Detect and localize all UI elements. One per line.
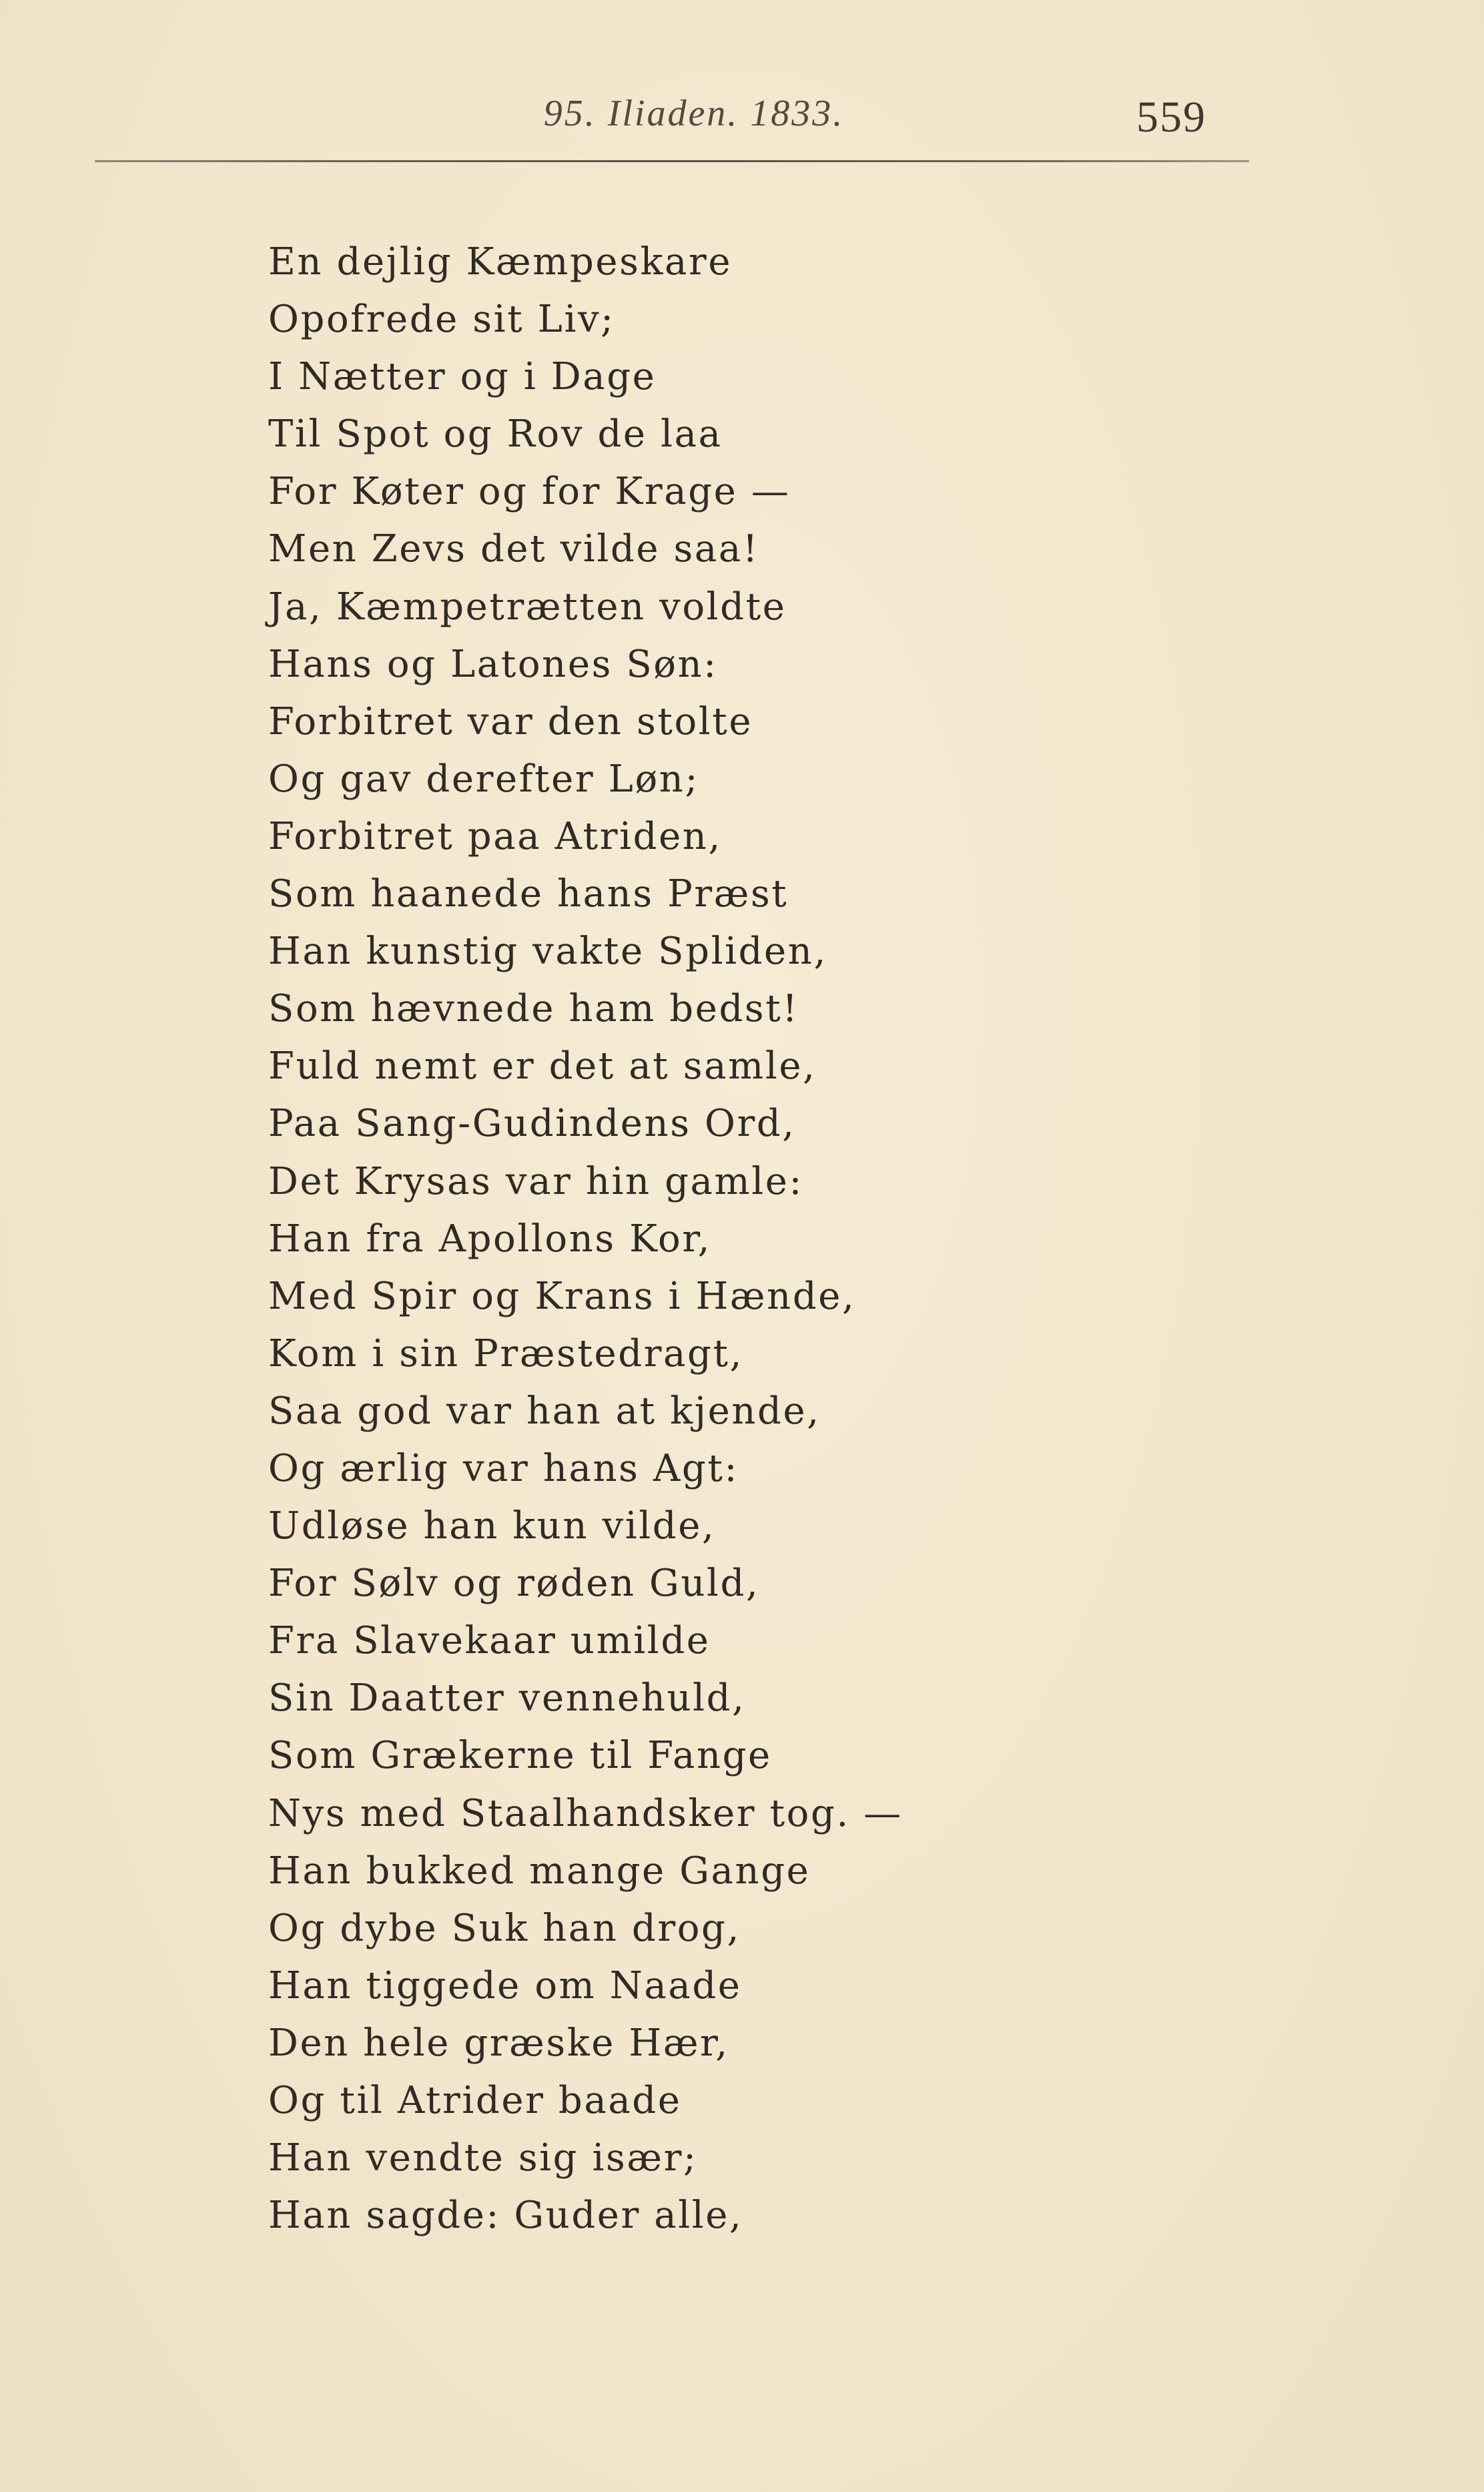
verse-line: Han sagde: Guder alle, xyxy=(268,2194,743,2238)
verse-line: Og gav derefter Løn; xyxy=(268,757,699,801)
verse-line: Som Grækerne til Fange xyxy=(268,1734,772,1778)
verse-line: Udløse han kun vilde, xyxy=(268,1504,716,1548)
verse-line: Fra Slavekaar umilde xyxy=(268,1619,711,1663)
verse-line: Han vendte sig især; xyxy=(268,2136,698,2180)
verse-line: Med Spir og Krans i Hænde, xyxy=(268,1274,856,1318)
verse-line: Hans og Latones Søn: xyxy=(268,642,718,686)
header-rule xyxy=(95,160,1249,162)
verse-line: Han kunstig vakte Spliden, xyxy=(268,930,827,974)
verse-line: Ja, Kæmpetrætten voldte xyxy=(268,585,787,629)
verse-line: I Nætter og i Dage xyxy=(268,355,657,399)
running-head: 95. Iliaden. 1833. xyxy=(543,93,845,134)
verse-line: Forbitret paa Atriden, xyxy=(268,814,722,858)
verse-line: Og ærlig var hans Agt: xyxy=(268,1446,739,1490)
verse-line: Saa god var han at kjende, xyxy=(268,1389,821,1433)
verse-line: Han tiggede om Naade xyxy=(268,1963,742,2007)
verse-line: Og dybe Suk han drog, xyxy=(268,1906,741,1950)
verse-line: Sin Daatter vennehuld, xyxy=(268,1676,746,1721)
verse-line: Kom i sin Præstedragt, xyxy=(268,1331,744,1375)
verse-line: For Køter og for Krage — xyxy=(268,470,791,514)
verse-line: Til Spot og Rov de laa xyxy=(268,412,723,456)
verse-line: Det Krysas var hin gamle: xyxy=(268,1159,803,1203)
verse-line: En dejlig Kæmpeskare xyxy=(268,240,733,284)
verse-line: Han bukked mange Gange xyxy=(268,1849,811,1893)
verse-line: Forbitret var den stolte xyxy=(268,699,753,743)
verse-line: Som haanede hans Præst xyxy=(268,872,789,916)
verse-line: Han fra Apollons Kor, xyxy=(268,1217,711,1261)
verse-line: Som hævnede ham bedst! xyxy=(268,987,799,1031)
verse-line: Den hele græske Hær, xyxy=(268,2021,729,2065)
verse-line: Og til Atrider baade xyxy=(268,2079,682,2122)
verse-line: Fuld nemt er det at samle, xyxy=(268,1044,817,1088)
verse-line: Men Zevs det vilde saa! xyxy=(268,527,759,571)
verse-block xyxy=(268,234,1269,2244)
verse-line: For Sølv og røden Guld, xyxy=(268,1562,760,1606)
page-number: 559 xyxy=(1136,93,1206,141)
verse-line: Nys med Staalhandsker tog. — xyxy=(268,1791,903,1835)
verse-line: Paa Sang-Gudindens Ord, xyxy=(268,1102,796,1146)
verse-line: Opofrede sit Liv; xyxy=(268,298,615,342)
